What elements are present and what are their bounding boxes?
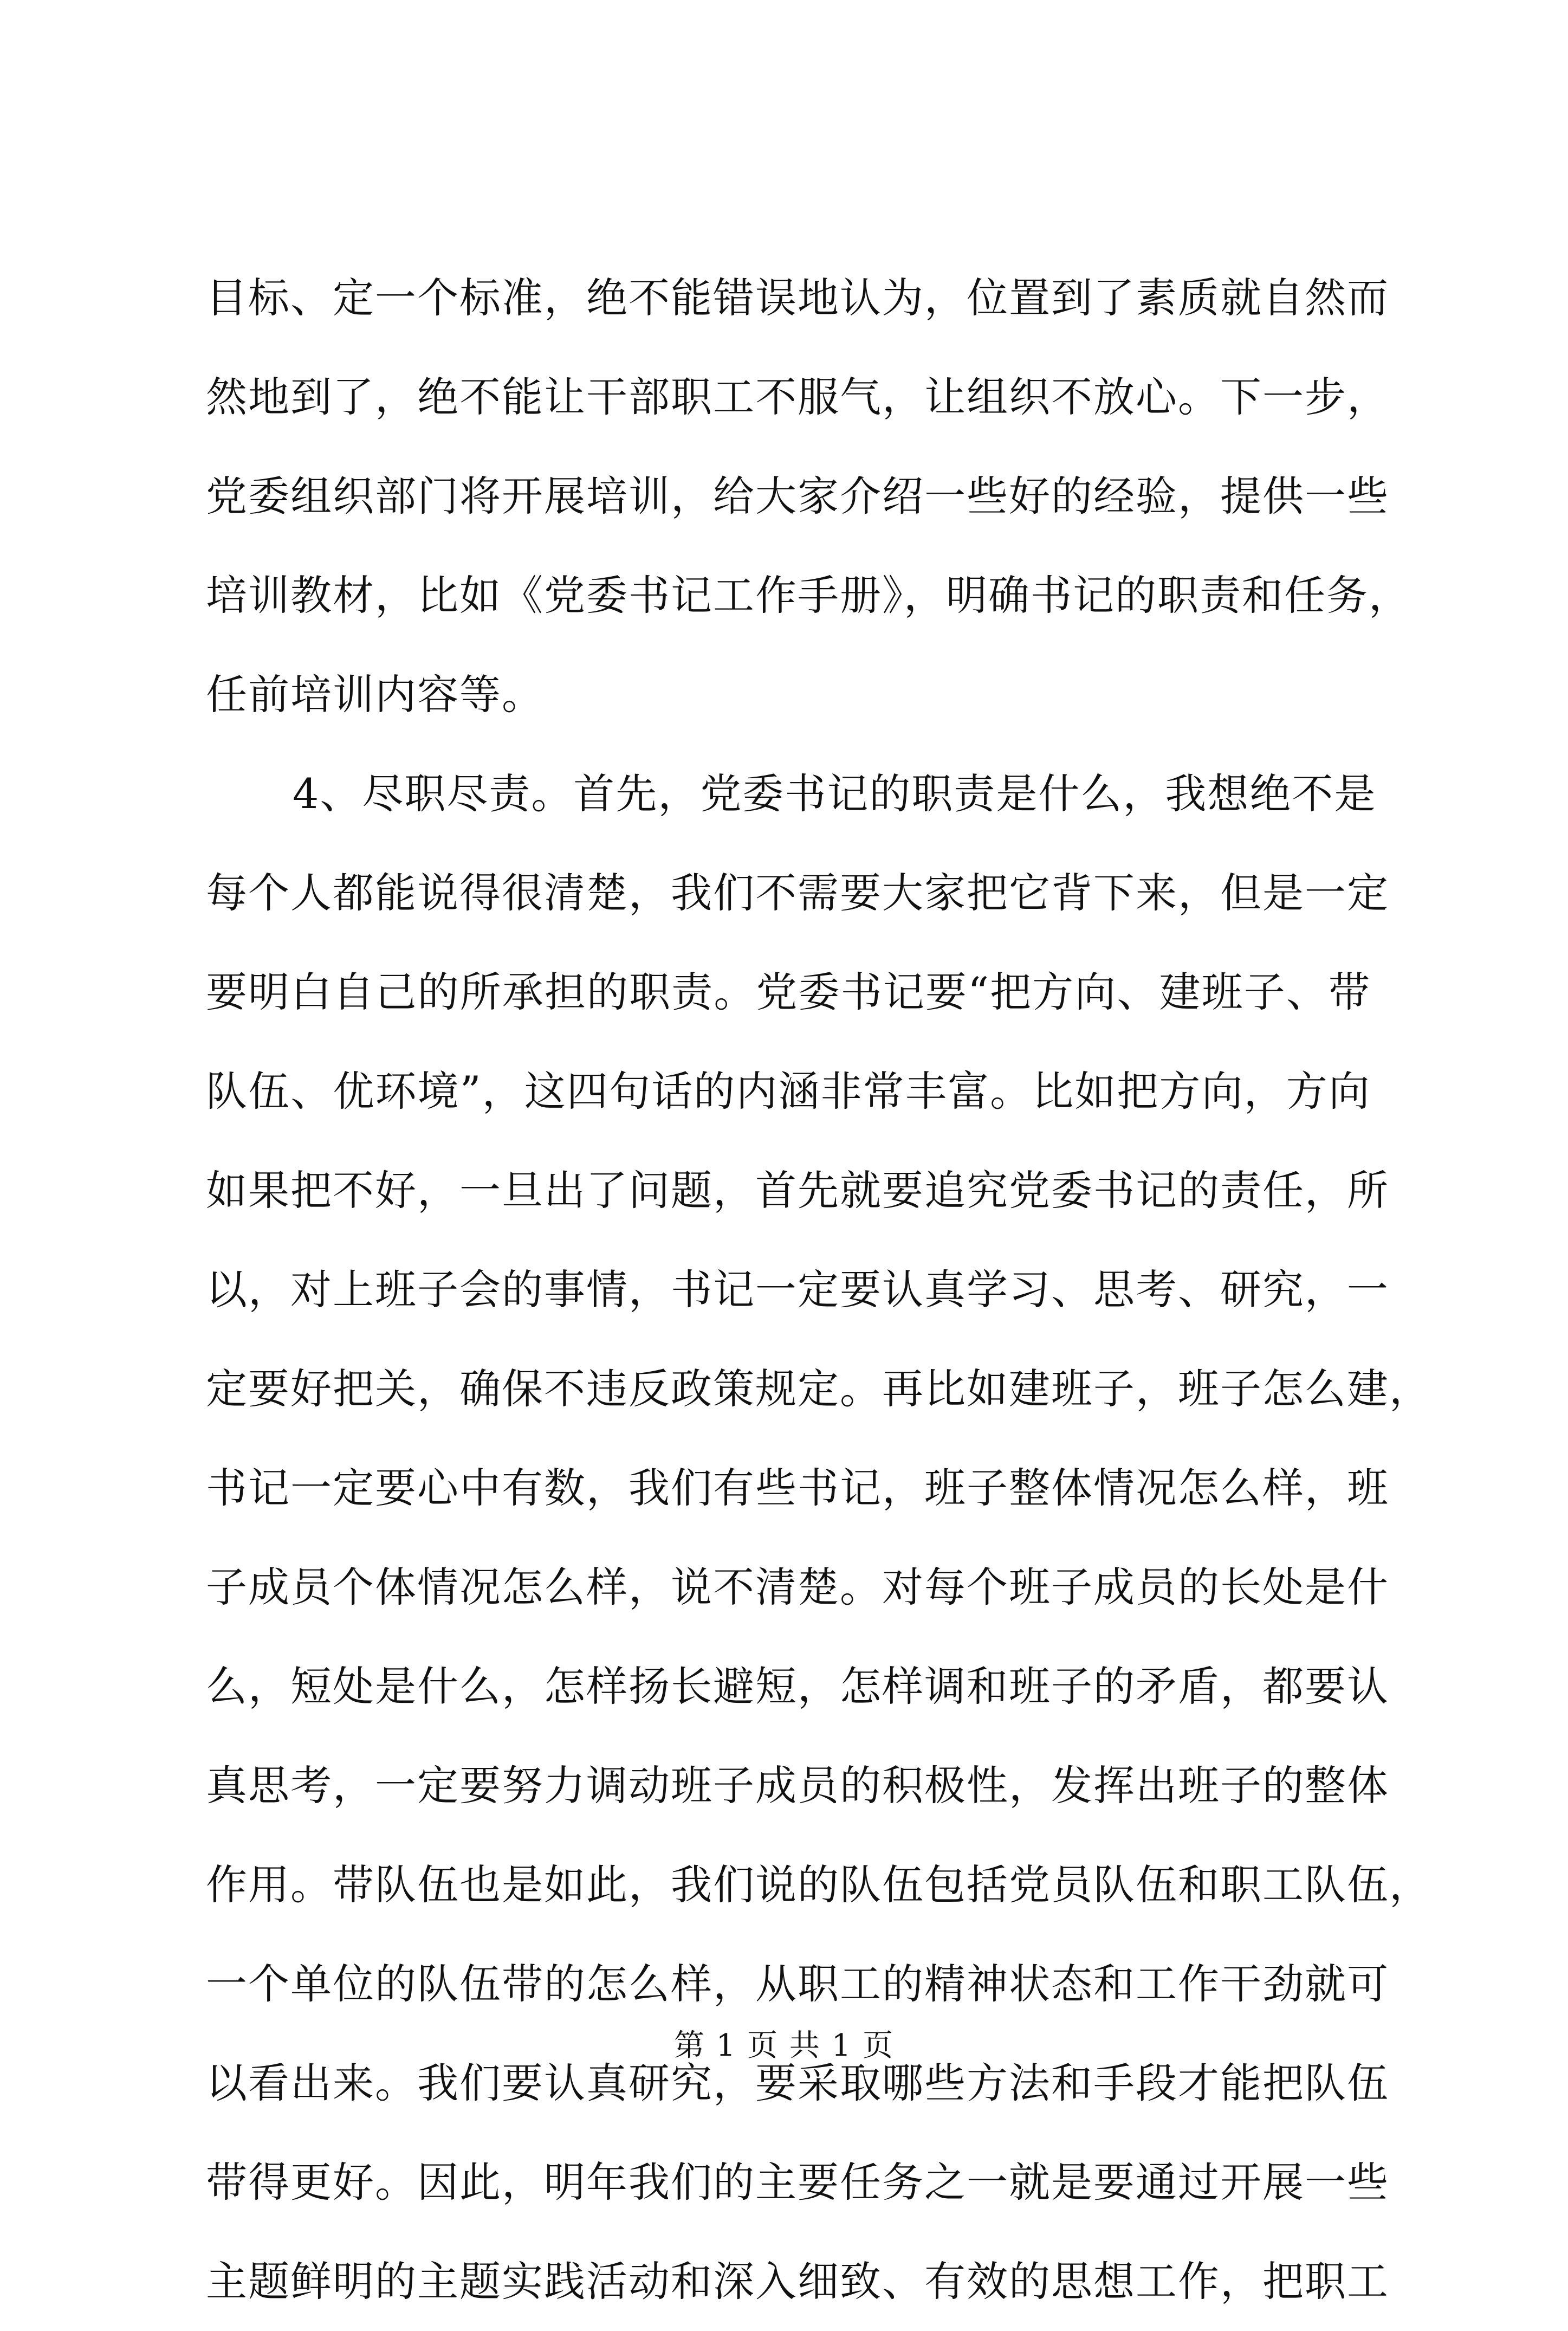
paragraph-start-line: 4、尽职尽责。首先，党委书记的职责是什么，我想绝不是 <box>293 770 1377 818</box>
text-line: 目标、定一个标准，绝不能错误地认为，位置到了素质就自然而 <box>206 274 1389 322</box>
text-line: 一个单位的队伍带的怎么样，从职工的精神状态和工作干劲就可 <box>206 1960 1389 2008</box>
text-line: 真思考，一定要努力调动班子成员的积极性，发挥出班子的整体 <box>206 1761 1389 1810</box>
text-line: 党委组织部门将开展培训，给大家介绍一些好的经验，提供一些 <box>206 472 1389 520</box>
text-line: 作用。带队伍也是如此，我们说的队伍包括党员队伍和职工队伍， <box>206 1861 1431 1909</box>
page-footer: 第 1 页 共 1 页 <box>673 2028 895 2063</box>
text-line: 要明白自己的所承担的职责。党委书记要“把方向、建班子、带 <box>206 968 1371 1016</box>
text-line: 主题鲜明的主题实践活动和深入细致、有效的思想工作，把职工 <box>206 2257 1389 2306</box>
text-line: 定要好把关，确保不违反政策规定。再比如建班子，班子怎么建， <box>206 1365 1431 1413</box>
text-line: 书记一定要心中有数，我们有些书记，班子整体情况怎么样，班 <box>206 1464 1389 1512</box>
text-line: 如果把不好，一旦出了问题，首先就要追究党委书记的责任，所 <box>206 1166 1389 1215</box>
text-line: 任前培训内容等。 <box>206 670 544 719</box>
text-line: 以看出来。我们要认真研究，要采取哪些方法和手段才能把队伍 <box>206 2059 1389 2107</box>
text-line: 带得更好。因此，明年我们的主要任务之一就是要通过开展一些 <box>206 2158 1389 2206</box>
text-line: 培训教材，比如《党委书记工作手册》，明确书记的职责和任务， <box>206 571 1411 619</box>
text-line: 然地到了，绝不能让干部职工不服气，让组织不放心。下一步， <box>206 373 1389 421</box>
text-line: 么，短处是什么，怎样扬长避短，怎样调和班子的矛盾，都要认 <box>206 1662 1389 1710</box>
text-line: 每个人都能说得很清楚，我们不需要大家把它背下来，但是一定 <box>206 869 1389 917</box>
text-line: 子成员个体情况怎么样，说不清楚。对每个班子成员的长处是什 <box>206 1563 1389 1611</box>
text-line: 以，对上班子会的事情，书记一定要认真学习、思考、研究，一 <box>206 1265 1389 1314</box>
text-line: 队伍、优环境”，这四句话的内涵非常丰富。比如把方向，方向 <box>206 1067 1371 1115</box>
document-body <box>206 248 1431 2331</box>
